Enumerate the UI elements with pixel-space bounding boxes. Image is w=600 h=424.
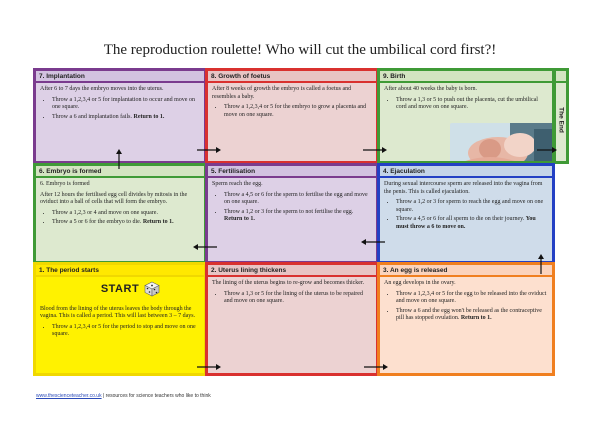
square-8-growth-of-foetus [205,68,379,164]
rule-item: • Throw a 1,3 or 5 to push out the placenta, cut the umbilical cord and move on one square. [396,97,548,112]
square-3-an-egg-is-released [377,262,555,376]
square-heading: 7. Implantation [36,71,204,83]
square-heading: 4. Ejaculation [380,166,552,178]
rule-item: • Throw a 6 and the egg won't be released as the contraceptive pill has stopped ovulation. Return to 1. [396,308,548,323]
rule-item: • Throw a 1,2,3,4 or 5 for the embryo to grow a placenta and move on one square. [224,104,372,119]
square-subheading: 6. Embryo is formed [40,181,90,187]
arrow-up-icon [114,148,124,170]
rule-item: • Throw a 1,2,3,4 or 5 for the period to stop and move on one square. [52,324,200,339]
arrow-left-icon [192,242,218,252]
square-heading: 5. Fertilisation [208,166,376,178]
square-1-the-period-starts [33,262,207,376]
square-text: An egg develops in the ovary. [384,280,456,286]
rule-item: • Throw a 1,2,3 or 4 and move on one square. [52,210,200,218]
rule-item: • Throw a 1,2,3,4 or 5 for implantation to occur and move on one square. [52,97,200,112]
rule-item: • Throw a 1,2 or 3 for sperm to reach the egg and move on one square. [396,199,548,214]
start-label: START [100,283,140,295]
square-text: After 6 to 7 days the embryo moves into the uterus. [40,86,164,92]
square-9-birth [377,68,555,164]
square-heading: 1. The period starts [36,265,204,277]
return-note: Return to 1. [133,113,165,120]
square-heading: 9. Birth [380,71,552,83]
square-text: After 8 weeks of growth the embryo is called a foetus and resembles a baby. [212,86,352,100]
emphasis-note: You must throw a 6 to move on. [396,216,536,230]
arrow-right-icon [362,145,388,155]
footer-link[interactable]: www.thescienceteacher.co.uk [36,393,102,399]
square-heading: 8. Growth of foetus [208,71,376,83]
square-4-ejaculation [377,163,555,264]
arrow-up-icon [536,253,546,275]
footer-tagline: | resources for science teachers who like to think [101,393,211,399]
square-text: Blood from the lining of the uterus leaves the body through the vagina. This is called a period. This will last between 3 – 7 days. [40,305,196,320]
rule-item: • Throw a 4,5 or 6 for the sperm to fertilise the egg and move on one square. [224,192,372,207]
square-text: During sexual intercourse sperm are released into the vagina from the penis. This is called ejaculation. [384,181,543,195]
return-note: Return to 1. [224,216,255,223]
square-heading: 3. An egg is released [380,265,552,277]
square-text: After about 40 weeks the baby is born. [384,86,477,92]
arrow-right-icon [196,145,222,155]
square-text: Sperm reach the egg. [212,181,263,187]
return-note: Return to 1. [460,315,492,322]
square-heading: 6. Embryo is formed [36,166,204,178]
rule-item: • Throw a 1,3 or 5 for the lining of the uterus to be repaired and move on one square. [224,291,372,306]
return-note: Return to 1. [142,219,174,226]
arrow-right-icon [536,145,558,155]
end-label: The End [557,106,565,133]
rule-item: • Throw a 4,5 or 6 for all sperm to die on their journey. You must throw a 6 to move on. [396,216,548,231]
square-5-fertilisation [205,163,379,264]
page-title: The reproduction roulette! Who will cut the umbilical cord first?! [103,42,497,58]
square-6-embryo-is-formed [33,163,207,264]
rule-item: • Throw a 1,2 or 3 for the sperm to not fertilise the egg. Return to 1. [224,209,372,224]
arrow-left-icon [360,237,386,247]
rule-item: • Throw a 5 or 6 for the embryo to die. Return to 1. [52,219,200,227]
dice-icon [144,281,160,297]
newborn-baby-photo [450,123,555,164]
square-text: After 12 hours the fertilised egg cell divides by mitosis in the oviduct into a ball of cells that will form the embryo. [40,191,188,206]
square-2-uterus-lining-thickens [205,262,379,376]
rule-item: • Throw a 1,2,3,4 or 5 for the egg to be released into the oviduct and move on one square. [396,291,548,306]
square-text: The lining of the uterus begins to re-grow and becomes thicker. [212,280,365,286]
arrow-right-icon [363,362,389,372]
square-heading: 2. Uterus lining thickens [208,265,376,277]
rule-item: • Throw a 6 and implantation fails. Return to 1. [52,114,200,122]
arrow-right-icon [196,362,222,372]
footer [36,393,211,399]
